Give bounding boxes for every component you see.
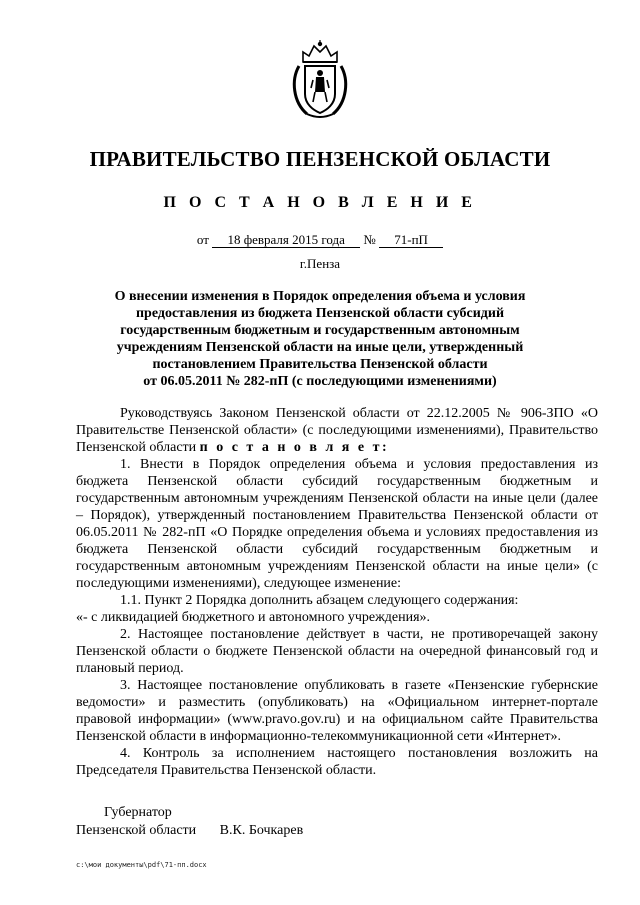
heading-line: от 06.05.2011 № 282-пП (с последующими изменениями) <box>143 374 497 389</box>
document-body <box>76 405 598 779</box>
paragraph-4: 4. Контроль за исполнением настоящего постановления возложить на Председателя Правительства Пензенской области. <box>76 746 598 778</box>
heading-line: О внесении изменения в Порядок определения объема и условия <box>114 289 526 304</box>
heading-line: постановлением Правительства Пензенской области <box>152 357 488 372</box>
document-date: 18 февраля 2015 года <box>212 233 360 248</box>
paragraph-1-1: 1.1. Пункт 2 Порядка дополнить абзацем следующего содержания: <box>120 593 519 608</box>
document-heading <box>90 288 550 390</box>
document-type: П О С Т А Н О В Л Е Н И Е <box>163 194 477 211</box>
city: г.Пенза <box>299 256 341 271</box>
government-title: ПРАВИТЕЛЬСТВО ПЕНЗЕНСКОЙ ОБЛАСТИ <box>89 147 551 171</box>
paragraph-3: 3. Настоящее постановление опубликовать в газете «Пензенские губернские ведомости» и разместить (опубликовать) на «Официальном интернет-портале правовой информации» (www.pravo.gov.ru) и на официальном сайте Правительства Пензенской области в информационно-телекоммуникационной сети «Интернет». <box>76 678 598 744</box>
paragraph-2: 2. Настоящее постановление действует в части, не противоречащей закону Пензенской области о бюджете Пензенской области на очередной финансовый год и плановый период. <box>76 627 598 676</box>
signatory-region: Пензенской области <box>76 823 197 838</box>
number-prefix: № <box>363 232 376 247</box>
signatory-role: Губернатор <box>104 805 172 820</box>
resolves-text: п о с т а н о в л я е т: <box>199 440 390 455</box>
paragraph-1-1-text: «- с ликвидацией бюджетного и автономного учреждения». <box>76 610 431 625</box>
document-number: 71-пП <box>379 233 443 248</box>
date-prefix: от <box>196 232 209 247</box>
heading-line: государственным бюджетным и государственным автономным <box>120 323 520 338</box>
paragraph-1: 1. Внести в Порядок определения объема и условия предоставления из бюджета Пензенской области субсидий государственным бюджетным и государственным автономным учреждениям Пензенской области на иные цели (далее – Порядок), утвержденный постановлением Правительства Пензенской области от 06.05.2011 № 282-пП «О Порядке определения объема и условиях предоставления из бюджета Пензенской области субсидий государственным бюджетным и государственным автономным учреждениям Пензенской области на иные цели» (с последующими изменениями), следующее изменение: <box>76 457 598 591</box>
file-path: c:\мои документы\pdf\71-пп.docx <box>76 861 207 869</box>
intro-paragraph <box>76 405 598 456</box>
intro-text: Руководствуясь Законом Пензенской области от 22.12.2005 № 906-ЗПО «О Правительстве Пензенской области» (с последующими изменениями), Правительство Пензенской области <box>76 406 598 455</box>
signatory-name: В.К. Бочкарев <box>219 823 304 838</box>
heading-line: предоставления из бюджета Пензенской области субсидий <box>135 306 505 321</box>
heading-line: учреждениям Пензенской области на иные цели, утвержденный <box>116 340 524 355</box>
signatory-line <box>76 823 303 839</box>
coat-of-arms-emblem <box>289 40 351 120</box>
date-number-line <box>0 232 640 248</box>
